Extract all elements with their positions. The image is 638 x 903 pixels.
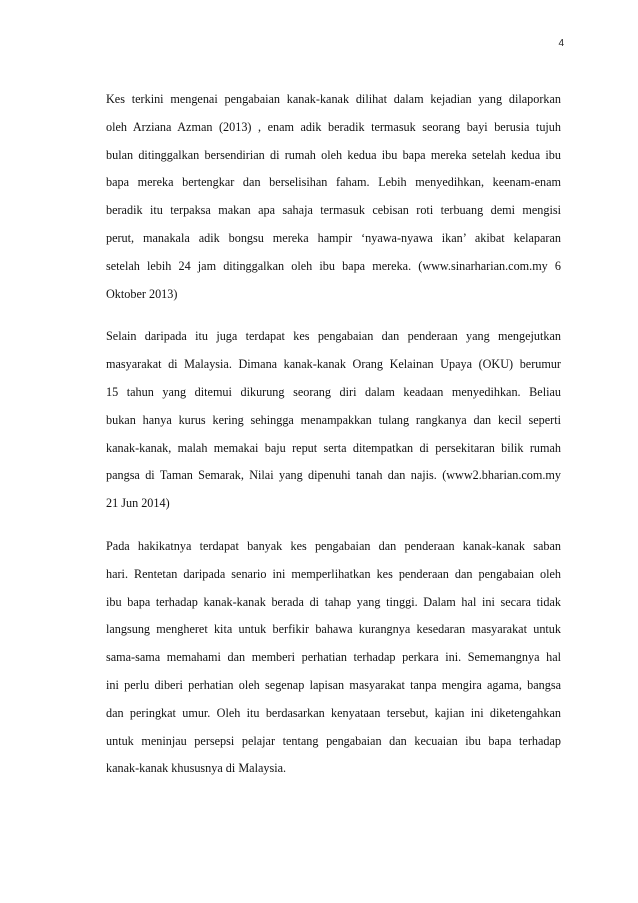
text-line: masyarakat di Malaysia. Dimana kanak-kanak Orang Kelainan Upaya (OKU) berumur: [106, 357, 561, 372]
paragraph-2: [106, 323, 561, 518]
text-line: untuk meninjau persepsi pelajar tentang pengabaian dan kecuaian ibu bapa terhadap: [106, 733, 561, 748]
text-line: langsung mengheret kita untuk berfikir bahawa kurangnya kesedaran masyarakat untuk: [106, 622, 561, 637]
text-line: Kes terkini mengenai pengabaian kanak-kanak dilihat dalam kejadian yang dilaporkan: [106, 92, 561, 106]
text-line: Pada hakikatnya terdapat banyak kes pengabaian dan penderaan kanak-kanak saban: [106, 538, 561, 553]
text-line: Oktober 2013): [106, 286, 178, 301]
text-line: 15 tahun yang ditemui dikurung seorang diri dalam keadaan menyedihkan. Beliau: [106, 384, 561, 399]
document-body: [106, 86, 561, 798]
text-line: dan peringkat umur. Oleh itu berdasarkan kenyataan tersebut, kajian ini diketengahkan: [106, 705, 561, 720]
text-line: perut, manakala adik bongsu mereka hampir ‘nyawa-nyawa ikan’ akibat kelaparan: [106, 230, 561, 245]
text-line: ibu bapa terhadap kanak-kanak berada di tahap yang tinggi. Dalam hal ini secara tidak: [106, 594, 561, 609]
page-number: 4: [558, 38, 564, 49]
text-line: 21 Jun 2014): [106, 496, 170, 511]
text-line: hari. Rentetan daripada senario ini memperlihatkan kes penderaan dan pengabaian oleh: [106, 566, 561, 581]
text-line: oleh Arziana Azman (2013) , enam adik beradik termasuk seorang bayi berusia tujuh: [106, 119, 561, 134]
text-line: beradik itu terpaksa makan apa sahaja termasuk cebisan roti terbuang demi mengisi: [106, 203, 561, 218]
text-line: kanak-kanak, malah memakai baju reput serta ditempatkan di persekitaran bilik rumah: [106, 440, 561, 455]
text-line: pangsa di Taman Semarak, Nilai yang dipenuhi tanah dan najis. (www2.bharian.com.my: [106, 468, 561, 483]
text-line: Selain daripada itu juga terdapat kes pengabaian dan penderaan yang mengejutkan: [106, 329, 561, 344]
paragraph-3: [106, 533, 561, 783]
text-line: sama-sama memahami dan memberi perhatian terhadap perkara ini. Sememangnya hal: [106, 650, 561, 665]
text-line: kanak-kanak khususnya di Malaysia.: [106, 761, 287, 776]
text-line: bulan ditinggalkan bersendirian di rumah oleh kedua ibu bapa mereka setelah kedua ibu: [106, 147, 561, 162]
text-line: bukan hanya kurus kering sehingga menampakkan tulang rangkanya dan kecil seperti: [106, 412, 561, 427]
text-line: bapa mereka bertengkar dan berselisihan faham. Lebih menyedihkan, keenam-enam: [106, 175, 561, 190]
text-line: ini perlu diberi perhatian oleh segenap lapisan masyarakat tanpa mengira agama, bangsa: [106, 677, 561, 692]
paragraph-1: [106, 86, 561, 308]
text-line: setelah lebih 24 jam ditinggalkan oleh ibu bapa mereka. (www.sinarharian.com.my 6: [106, 258, 561, 273]
